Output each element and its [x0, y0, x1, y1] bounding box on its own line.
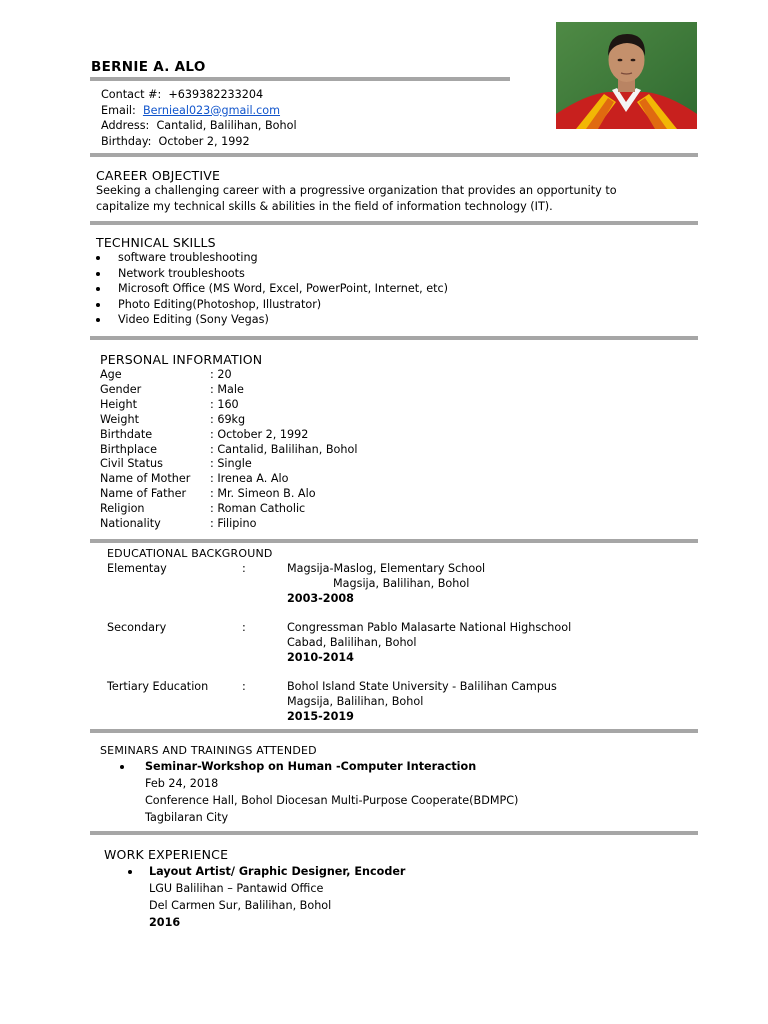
bullet-icon: [128, 870, 132, 874]
education-entry: Secondary : Congressman Pablo Malasarte National Highschool Cabad, Balilihan, Bohol 2010-2014: [107, 621, 572, 664]
bullet-icon: [96, 256, 100, 260]
list-item: Photo Editing(Photoshop, Illustrator): [96, 297, 448, 313]
divider: [90, 336, 698, 340]
resume-name: BERNIE A. ALO: [91, 59, 206, 75]
bullet-icon: [96, 272, 100, 276]
work-experience-heading: WORK EXPERIENCE: [104, 847, 229, 862]
seminar-city: Tagbilaran City: [145, 811, 229, 824]
table-row: Nationality : Filipino: [100, 517, 257, 531]
birthday-line: Birthday: October 2, 1992: [101, 134, 250, 148]
address-line: Address: Cantalid, Balilihan, Bohol: [101, 119, 297, 132]
technical-skills-heading: TECHNICAL SKILLS: [96, 235, 216, 250]
seminar-title: Seminar-Workshop on Human -Computer Interaction: [145, 760, 477, 773]
bullet-icon: [96, 318, 100, 322]
personal-info-heading: PERSONAL INFORMATION: [100, 352, 263, 367]
divider: [90, 221, 698, 225]
profile-photo: [556, 22, 697, 129]
contact-line: Contact #: +639382233204: [101, 88, 264, 101]
seminars-heading: SEMINARS AND TRAININGS ATTENDED: [100, 744, 317, 757]
work-place: Del Carmen Sur, Balilihan, Bohol: [149, 899, 332, 912]
divider: [90, 77, 510, 81]
email-line: Email: Bernieal023@gmail.com: [101, 103, 281, 117]
phone-number: +639382233204: [168, 88, 264, 101]
seminar-venue: Conference Hall, Bohol Diocesan Multi-Purpose Cooperate(BDMPC): [145, 794, 519, 807]
table-row: Name of Father : Mr. Simeon B. Alo: [100, 487, 316, 501]
table-row: Name of Mother : Irenea A. Alo: [100, 472, 289, 486]
list-item: Microsoft Office (MS Word, Excel, PowerPoint, Internet, etc): [96, 281, 448, 297]
divider: [90, 729, 698, 733]
work-office: LGU Balilihan – Pantawid Office: [149, 882, 324, 895]
career-objective-text: Seeking a challenging career with a progressive organization that provides an opportunity to capitalize my technical skills & abilities in the field of information technology (IT).: [96, 184, 617, 213]
divider: [90, 831, 698, 835]
education-entry: Elementay : Magsija-Maslog, Elementary School Magsija, Balilihan, Bohol 2003-2008: [107, 562, 486, 605]
divider: [90, 153, 698, 157]
education-heading: EDUCATIONAL BACKGROUND: [107, 547, 273, 560]
contact-block: [101, 87, 297, 149]
work-title: Layout Artist/ Graphic Designer, Encoder: [149, 865, 406, 878]
list-item: Network troubleshoots: [96, 266, 448, 282]
table-row: Civil Status : Single: [100, 457, 252, 471]
list-item: software troubleshooting: [96, 250, 448, 266]
table-row: Religion : Roman Catholic: [100, 502, 306, 516]
list-item: Video Editing (Sony Vegas): [96, 312, 448, 328]
career-objective-heading: CAREER OBJECTIVE: [96, 168, 221, 183]
table-row: Height : 160: [100, 397, 239, 411]
table-row: Birthdate : October 2, 1992: [100, 427, 309, 441]
education-entry: Tertiary Education : Bohol Island State University - Balilihan Campus Magsija, Balilihan, Bohol 2015-2019: [107, 680, 557, 723]
table-row: Gender : Male: [100, 382, 244, 396]
personal-info-table: [100, 368, 357, 532]
seminar-date: Feb 24, 2018: [145, 777, 219, 790]
table-row: Age : 20: [100, 368, 232, 381]
skills-list: [96, 250, 448, 328]
email-link[interactable]: Bernieal023@gmail.com: [142, 103, 281, 117]
work-year: 2016: [149, 916, 181, 929]
bullet-icon: [96, 303, 100, 307]
bullet-icon: [96, 287, 100, 291]
bullet-icon: [120, 765, 124, 769]
divider: [90, 539, 698, 543]
table-row: Birthplace : Cantalid, Balilihan, Bohol: [100, 442, 358, 456]
table-row: Weight : 69kg: [100, 412, 246, 426]
